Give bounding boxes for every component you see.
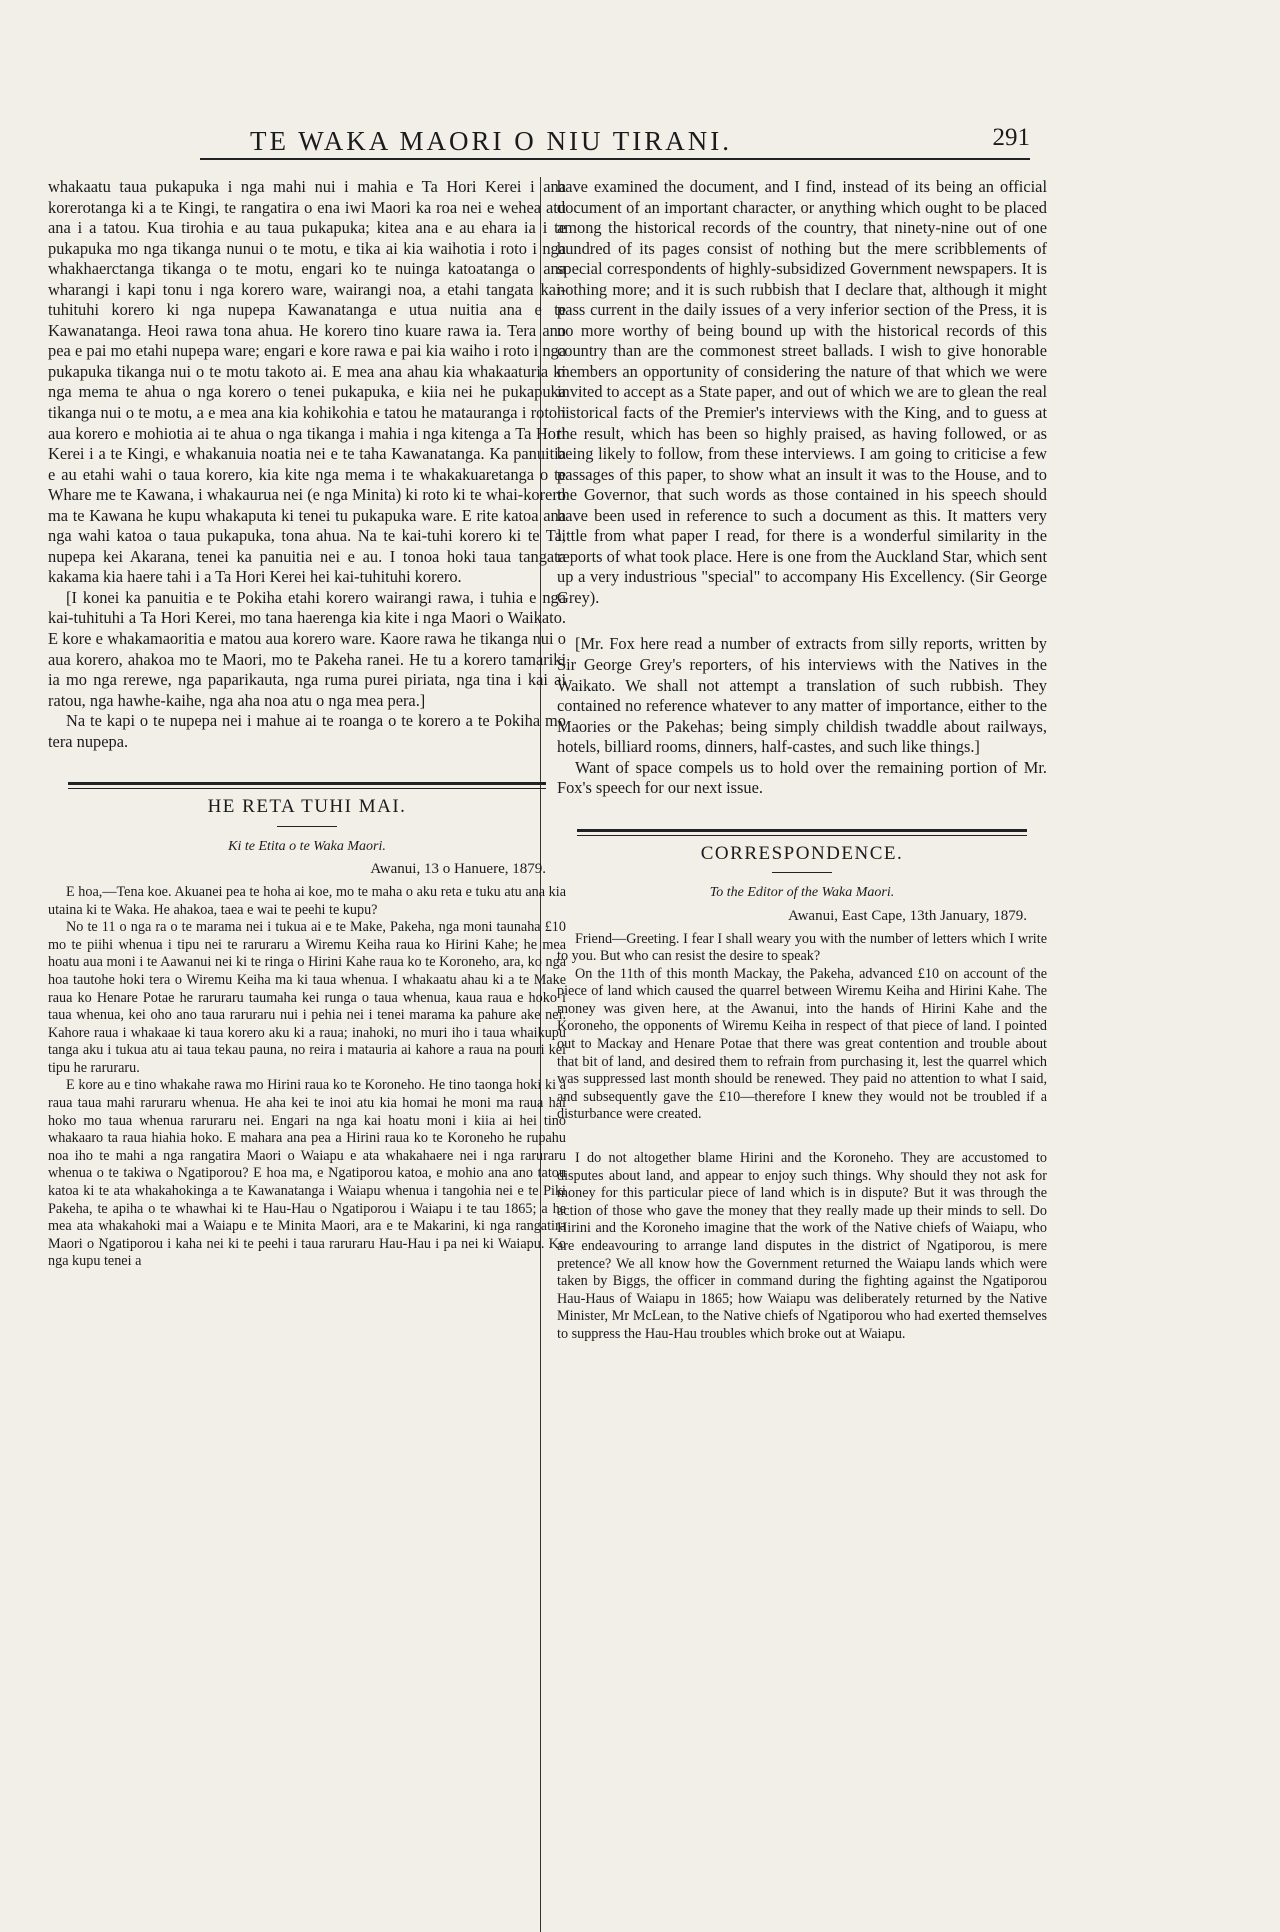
letter-dateline: Awanui, East Cape, 13th January, 1879.: [788, 907, 1027, 924]
heading-rule: [68, 782, 546, 789]
article-paragraph: Want of space compels us to hold over the remaining portion of Mr. Fox's speech for our next issue.: [557, 757, 1047, 798]
letter-dateline: Awanui, 13 o Hanuere, 1879.: [370, 861, 546, 878]
article-paragraph: have examined the document, and I find, instead of its being an official document of an important character, or anything which ought to be placed among the historical records of the country, that ninety-nine out of one hundred of its pages consist of nothing but the mere scribblements of special correspondents of highly-subsidized Government newspapers. It is nothing more; and it is such rubbish that I declare that, although it might pass current in the daily issues of a very inferior section of the Press, it is no more worthy of being bound up with the historical records of this country than are the commonest street ballads. I wish to give honorable members an opportunity of considering the nature of that which we were invited to accept as a State paper, and out of which we are to glean the real historical facts of the Premier's interviews with the King, and to guess at the result, which has been so highly praised, as having followed, or as being likely to follow, from these interviews. I am going to criticise a few passages of this paper, to show what an insult it was to the House, and to the Governor, that such words as those contained in his speech should have been used in reference to such a document as this. It matters very little from what paper I read, for there is a wonderful similarity in the reports of what took place. Here is one from the Auckland Star, which sent up a very industrious "special" to accompany His Excellency. (Sir George Grey).: [557, 177, 1047, 607]
article-paragraph: whakaatu taua pukapuka i nga mahi nui i mahia e Ta Hori Kerei i ana korerotanga ki a te Kingi, te rangatira o ena iwi Maori ka roa nei e wehea atu ana i a tatou. Kua tirohia e au taua pukapuka; kitea ana e au ehara ia i te pukapuka mo nga tikanga nunui o te motu, e tika ai kia waihotia i roto i nga whakhaerctanga tikanga o te motu, engari ko te nuinga katoatanga o ana wharangi i kapi tonu i nga korero ware, wairangi noa, a etahi tangata kai-tuhituhi korero ki nga nupepa Kawanatanga e utua nuitia ana e te Kawanatanga. Heoi rawa tona ahua. He korero tino kuare rawa ia. Tera ano pea e pai mo etahi nupepa ware; engari e kore rawa e pai kia waiho i roto i nga pukapuka tikanga nui o te motu takoto ai. E mea ana ahau kia whakaaturia ki nga mema te ahua o nga korero o tenei pukapuka, e kiia nei he pukapuka tikanga nui o te motu, a e mea ana kia kohikohia e tatou he matauranga i roto i aua korero e mohiotia ai te ahua o nga tikanga i mahia i nga kitenga a Ta Hori Kerei i a te Kingi, e whakanuia noatia nei e te taha Kawanatanga. Ka panuitia e au etahi wahi o taua korero, kia kite nga mema i te whakakuaretanga o te Whare me te Kawana, i whakaurua nei (e nga Minita) ki roto ki te whai-korero ma te Kawana he kupu whakaputa ki tenei tu pukapuka ware. E rite katoa ana nga wahi katoa o taua pukapuka, tona ahua. Na te kai-tuhi korero ki te Ta, nupepa kei Akarana, tenei ka panuitia nei e au. I tonoa hoki taua tangata kakama kia haere tahi i a Ta Hori Kerei hei kai-tuhituhi korero.: [48, 177, 566, 587]
newspaper-title: TE WAKA MAORI O NIU TIRANI.: [250, 126, 732, 156]
article-paragraph: [Mr. Fox here read a number of extracts from silly reports, written by Sir George Grey's reporters, of his interviews with the Natives in the Waikato. We shall not attempt a translation of such rubbish. They contained no reference whatever to any matter of importance, either to the Maories or the Pakehas; being simply childish twaddle about railways, hotels, billiard rooms, dinners, half-castes, and such like things.]: [557, 634, 1047, 757]
article-paragraph: [I konei ka panuitia e te Pokiha etahi korero wairangi rawa, i tuhia e nga kai-tuhituhi a Ta Hori Kerei, mo tana haerenga kia kite i nga Maori o Waikato. E kore e whakamaoritia e matou aua korero ware. Kaore rawa he tikanga nui o aua korero, ahakoa mo te Maori, mo te Pakeha ranei. He tu a korero tamariki ia mo nga rerewe, nga paparikauta, nga ruma purei piriata, nga tina i kai ai ratou, nga hawhe-kaihe, nga aha noa atu o nga mea pera.]: [48, 587, 566, 710]
letter-paragraph: Friend—Greeting. I fear I shall weary you with the number of letters which I write to you. But who can resist the desire to speak?: [557, 930, 1047, 965]
letter-paragraph: E kore au e tino whakahe rawa mo Hirini raua ko te Koroneho. He tino taonga hoki ki a raua taua mahi raruraru whenua. He aha kei te inoi atu kia homai he moni ma raua hai hoko mo taua whenua raruraru nei. Engari na nga kai hoatu moni i kiia ai hei tino whakaaro ta raua hiahia hoko. E mahara ana pea a Hirini raua ko te Koroneho he rupahu noa iho te mahi a nga rangatira Maori o Waiapu e ata whakahaere nei i nga raruraru whenua o te takiwa o Ngatiporou? E hoa ma, e Ngatiporou katoa, e mohio ana ano tatou katoa ki te ata whakahokinga a te Kawanatanga i Waiapu whenua i tangohia nei e te Piki Pakeha, te apiha o te whawhai ki te Hau-Hau o Ngatiporou i Waiapu i te tau 1865; a he mea ata whakahoki mai a Waiapu e te Minita Maori, ara e te Makarini, ki nga rangatira Maori o Ngatiporou i kaha nei ki te peehi i taua raruraru Hau-Hau i pa nei ki Waiapu. Ko nga kupu tenei a: [48, 1077, 566, 1270]
correspondence-heading-block: [557, 829, 1047, 874]
page-number: 291: [992, 124, 1030, 151]
letter-paragraph: On the 11th of this month Mackay, the Pakeha, advanced £10 on account of the piece of land which caused the quarrel between Wiremu Keiha and Hirini Kahe. The money was given here, at the Awanui, into the hands of Hirini Kahe and the Koroneho, the opponents of Wiremu Keiha in respect of that piece of land. I pointed out to Mackay and Henare Potae that there was great contention and trouble about that bit of land, and desired them to refrain from purchasing it, lest the quarrel which was suppressed last month should be renewed. They paid no attention to what I said, and subsequently gave the £10—therefore I knew they would not be troubled if a disturbance were created.: [557, 965, 1047, 1123]
article-paragraph: Na te kapi o te nupepa nei i mahue ai te roanga o te korero a te Pokiha mo tera nupepa.: [48, 711, 566, 751]
heading-rule: [577, 829, 1027, 836]
letter-addressee: Ki te Etita o te Waka Maori.: [228, 838, 386, 854]
left-column: [48, 177, 566, 1271]
letter-paragraph: No te 11 o nga ra o te marama nei i tukua ai e te Make, Pakeha, nga moni taunaha £10 mo te piihi whenua i tipu nei te raruraru a Wiremu Keiha raua ko Hirini Kahe; he mea hoatu aua moni i te Aawanui nei ki te ringa o Hirini Kahe raua ko te Koroneho, ara, ko nga hoa tautohe hoki tera o Wiremu Keiha ma ki taua whenua. I whakaatu ahau ki a te Make raua ko Henare Potae he raruraru taumaha kei runga o taua whenua, kaua raua e hoko i taua whenua, kei oho ano taua raruraru nui i pehia nei i tenei marama ka pahure ake nei. Kahore raua i whakaae ki taua korero aku ki a raua; inahoki, no muri iho i taua whaikupu tanga aku i tukua atu ai taua tekau pauna, no reira i matauria ai kahore a raua na pouri kei tipu he raruraru.: [48, 919, 566, 1076]
right-column: [557, 177, 1047, 1344]
paragraph-gap: [557, 608, 1047, 634]
letter-addressee: To the Editor of the Waka Maori.: [709, 885, 895, 901]
paragraph-gap: [557, 1124, 1047, 1150]
letter-paragraph: E hoa,—Tena koe. Akuanei pea te hoha ai koe, mo te maha o aku reta e tuku atu ana kia utaina ki te Waka. He ahakoa, taea e wai te peehi te kupu?: [48, 883, 566, 918]
heading-underline: [277, 826, 337, 827]
correspondence-heading: CORRESPONDENCE.: [700, 842, 904, 864]
masthead: [200, 118, 1030, 160]
letter-heading-block: [48, 782, 566, 827]
letter-heading: HE RETA TUHI MAI.: [207, 796, 407, 818]
heading-underline: [772, 872, 832, 873]
letter-paragraph: I do not altogether blame Hirini and the Koroneho. They are accustomed to disputes about land, and appear to enjoy such things. Why should they not ask for money for this particular piece of land which is in dispute? But it was through the action of those who gave the money that they really made up their minds to sell. Do Hirini and the Koroneho imagine that the work of the Native chiefs of Waiapu, who are endeavouring to arrange land disputes in the district of Ngatiporou, is mere pretence? We all know how the Government returned the Waiapu lands which were taken by Biggs, the officer in command during the fighting against the Ngatiporou Hau-Haus of Waiapu in 1865; how Waiapu was deliberately returned by the Native Minister, Mr McLean, to the Native chiefs of Ngatiporou who had exerted themselves to suppress the Hau-Hau troubles which broke out at Waiapu.: [557, 1150, 1047, 1342]
